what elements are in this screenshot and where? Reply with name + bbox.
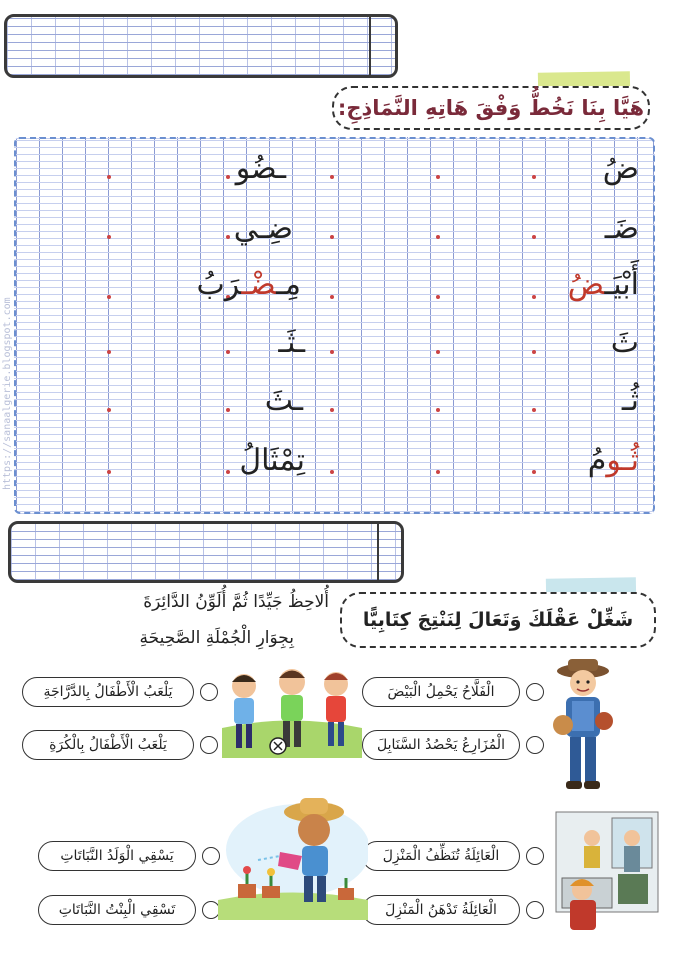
radio-kids-bicycle[interactable]	[200, 683, 218, 701]
model-left-4: ـثَـ	[278, 325, 305, 360]
model-left-3-a: مِـ	[276, 267, 301, 302]
option-family-paint: الْعَائِلَةُ تَدْهَنُ الْمَنْزِلَ	[362, 895, 520, 925]
model-left-5: ـثَ	[264, 383, 303, 418]
option-family-clean: الْعَائِلَةُ تُنَظِّفُ الْمَنْزِلَ	[362, 841, 520, 871]
guide-dot	[330, 175, 334, 179]
guide-dot	[107, 175, 111, 179]
option-boy-waters: يَسْقِي الْوَلَدُ النَّبَاتَاتِ	[38, 841, 196, 871]
guide-dot	[436, 408, 440, 412]
guide-dot	[436, 470, 440, 474]
radio-farmer-eggs[interactable]	[526, 683, 544, 701]
kids-illustration	[222, 658, 362, 758]
guide-dot	[436, 350, 440, 354]
guide-dot	[226, 470, 230, 474]
radio-family-clean[interactable]	[526, 847, 544, 865]
box-separator	[369, 17, 371, 75]
model-right-3	[567, 267, 639, 302]
middle-writing-box[interactable]	[8, 521, 404, 583]
guide-dot	[226, 175, 230, 179]
model-right-6-red: ثُـو	[606, 443, 639, 478]
radio-farmer-harvest[interactable]	[526, 736, 544, 754]
section2-title-text: شَغِّلْ عَقْلَكَ وَتَعَالَ لِنَنْتِجَ كِتَابِيًّا	[362, 609, 634, 631]
guide-dot	[107, 408, 111, 412]
page-title-text: هَيَّا بِنَا نَخُطُّ وَفْقَ هَاتِهِ النَّمَاذِجِ:	[337, 96, 645, 120]
top-writing-box[interactable]	[4, 14, 398, 78]
instruction-line-2: بِجِوَارِ الْجُمْلَةِ الصَّحِيحَةِ	[139, 628, 294, 648]
guide-dot	[330, 350, 334, 354]
model-right-3-red: ضُ	[567, 267, 605, 302]
model-left-3	[196, 267, 301, 302]
guide-dot	[107, 235, 111, 239]
guide-dot	[436, 175, 440, 179]
option-girl-waters: تَسْقِي الْبِنْتُ النَّبَاتَاتِ	[38, 895, 196, 925]
guide-dot	[532, 175, 536, 179]
model-left-1: ـضُو	[235, 151, 286, 186]
model-right-5: ثُـ	[621, 383, 639, 418]
watermark: https://sanaalgerie.blogspot.com	[2, 297, 13, 490]
model-left-2: ضِـي	[233, 211, 293, 246]
guide-dot	[436, 235, 440, 239]
guide-dot	[532, 350, 536, 354]
option-kids-ball: يَلْعَبُ الْأَطْفَالُ بِالْكُرَةِ	[22, 730, 194, 760]
guide-dot	[226, 408, 230, 412]
guide-dot	[436, 295, 440, 299]
guide-dot	[532, 408, 536, 412]
model-right-2: ضَـ	[604, 211, 639, 246]
model-left-3-red: ضْـ	[241, 267, 277, 302]
writing-grid[interactable]	[14, 137, 655, 514]
instruction-line-1: أُلاحِظُ جَيِّدًا ثُمَّ أُلَوِّنُ الدَّائِرَةَ	[143, 592, 329, 612]
option-kids-bicycle: يَلْعَبُ الْأَطْفَالُ بِالدَّرَّاجَةِ	[22, 677, 194, 707]
guide-dot	[107, 470, 111, 474]
guide-dot	[532, 295, 536, 299]
farmer-illustration	[548, 655, 618, 795]
radio-family-paint[interactable]	[526, 901, 544, 919]
option-farmer-harvest: الْمُزَارِعُ يَحْصُدُ السَّنَابِلَ	[362, 730, 520, 760]
guide-dot	[330, 295, 334, 299]
guide-dot	[330, 235, 334, 239]
section2-title	[340, 592, 656, 648]
radio-kids-ball[interactable]	[200, 736, 218, 754]
model-right-1: ضُ	[602, 151, 639, 186]
option-farmer-eggs: الْفَلَّاحُ يَحْمِلُ الْبَيْضَ	[362, 677, 520, 707]
model-left-6: تِمْثَالُ	[239, 443, 305, 478]
model-right-6-black: مُ	[587, 443, 607, 478]
guide-dot	[532, 470, 536, 474]
guide-dot	[330, 408, 334, 412]
model-right-4: ثَ	[610, 325, 639, 360]
model-left-3-b: رَبُ	[196, 267, 242, 302]
guide-dot	[226, 350, 230, 354]
page-title	[332, 86, 650, 130]
guide-dot	[226, 235, 230, 239]
box-separator	[377, 524, 379, 580]
model-right-6	[587, 443, 639, 478]
guide-dot	[330, 470, 334, 474]
guide-dot	[107, 295, 111, 299]
guide-dot	[107, 350, 111, 354]
boy-watering-illustration	[218, 790, 368, 920]
family-illustration	[552, 808, 662, 936]
model-right-3-black: أَبْيَـ	[604, 267, 639, 302]
guide-dot	[532, 235, 536, 239]
